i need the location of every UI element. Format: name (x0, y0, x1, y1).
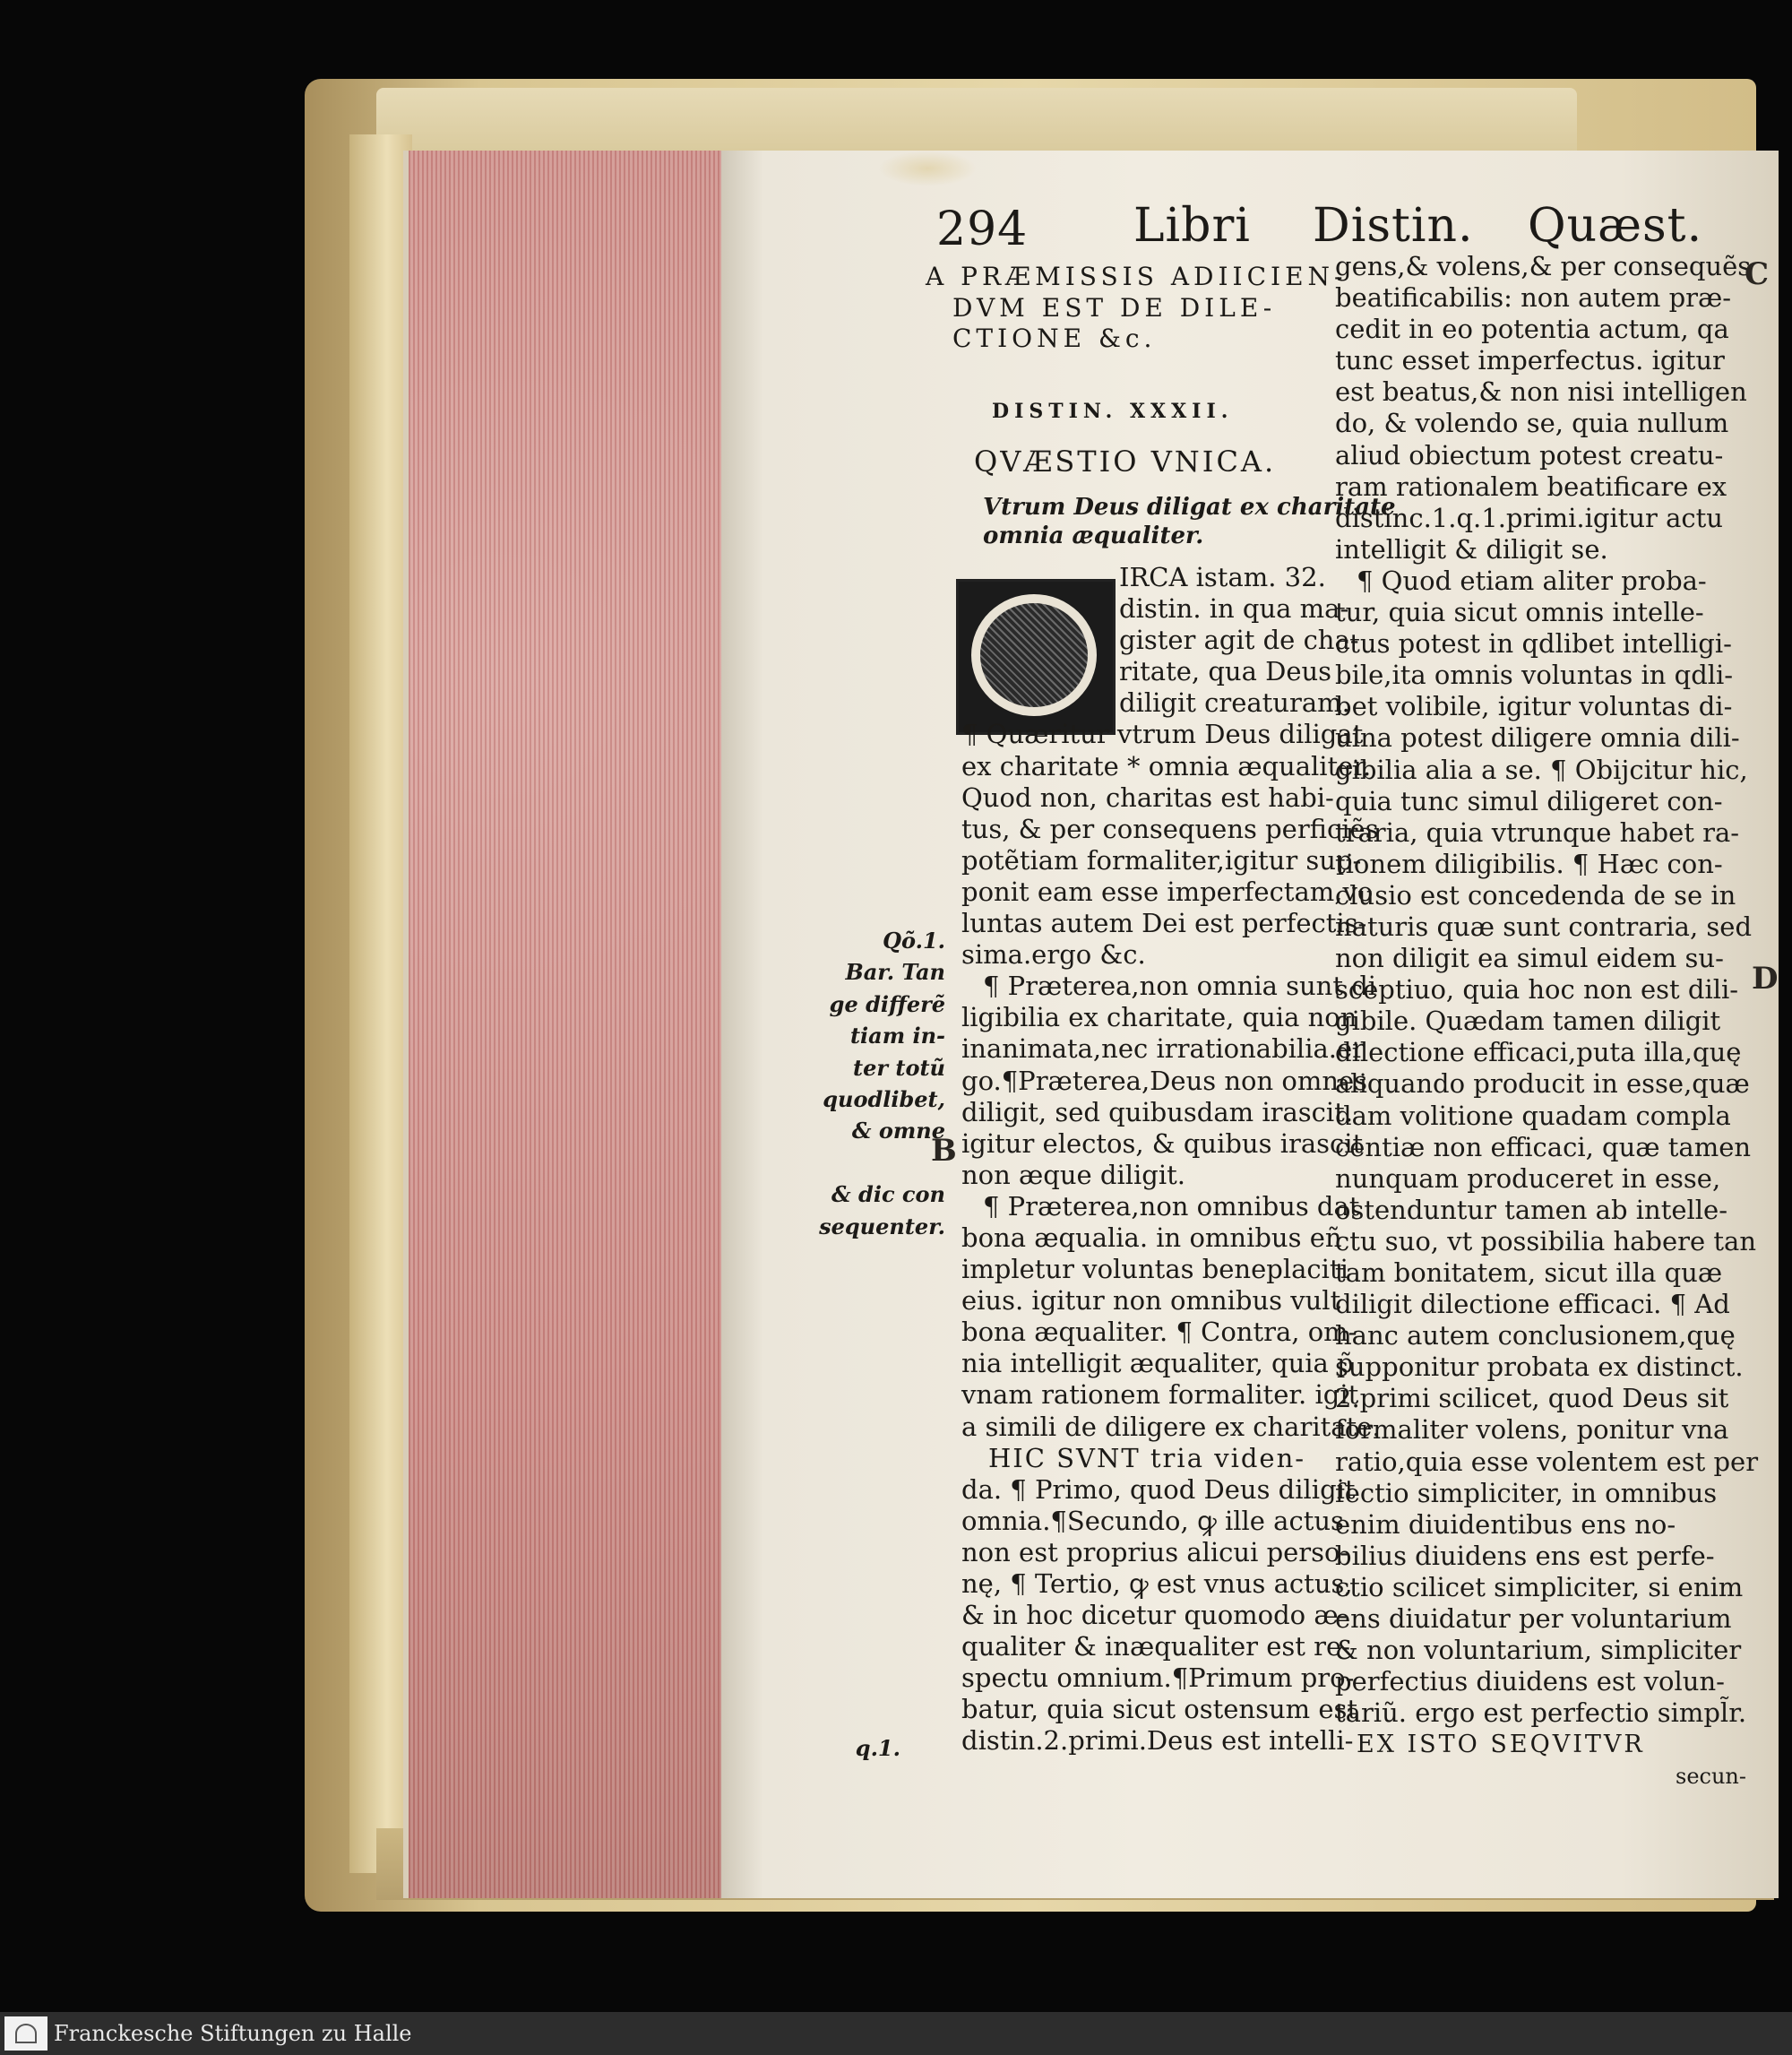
text-line: gister agit de cha- (1119, 625, 1359, 656)
margin-note: Bar. Tan (845, 959, 945, 986)
text-line: ¶ Quæritur vtrum Deus diligat (961, 719, 1364, 750)
section-heading (926, 262, 1348, 355)
running-head-mid: Distin. (1313, 199, 1474, 253)
margin-note-q1: q.1. (855, 1735, 900, 1761)
text-line: tus, & per consequens perficiẽs (961, 813, 1379, 844)
text-line: perfectius diuidens est volun- (1335, 1666, 1725, 1697)
text-line: vnam rationem formaliter. igit (961, 1379, 1359, 1411)
margin-note: ge differẽ (829, 990, 945, 1017)
margin-note: ter totũ (853, 1054, 945, 1081)
text-line: luntas autem Dei est perfectis- (961, 908, 1367, 939)
running-head-right: Quæst. (1528, 199, 1703, 253)
text-line: ctus potest in qdlibet intelligi- (1335, 628, 1732, 660)
margin-letter-c: C (1745, 256, 1770, 292)
text-line: tionem diligibilis. ¶ Hæc con- (1335, 848, 1723, 879)
text-line: da. ¶ Primo, quod Deus diligit (961, 1473, 1356, 1505)
question-line: omnia æqualiter. (983, 522, 1204, 549)
text-line: ostenduntur tamen ab intelle- (1335, 1194, 1728, 1225)
text-line: uina potest diligere omnia dili- (1335, 722, 1740, 754)
text-line: sima.ergo &c. (961, 939, 1146, 971)
text-line: clusio est concedenda de se in (1335, 879, 1736, 911)
text-line: batur, quia sicut ostensum est (961, 1694, 1358, 1725)
text-line: ctio scilicet simpliciter, si enim (1335, 1571, 1744, 1602)
text-line: non diligit ea simul eidem su- (1335, 943, 1724, 974)
text-line: bilius diuidens ens est perfe- (1335, 1540, 1715, 1571)
text-line: supponitur probata ex distinct. (1335, 1351, 1744, 1383)
margin-notes (739, 925, 945, 1242)
text-line: bile,ita omnis voluntas in qdli- (1335, 660, 1734, 691)
footer-bar (0, 2012, 1792, 2055)
text-line: omnia.¶Secundo, ꝙ ille actus (961, 1505, 1344, 1536)
text-line: & non voluntarium, simpliciter (1335, 1635, 1742, 1666)
text-line: aliquando producit in esse,quæ (1335, 1068, 1750, 1100)
text-line: tur, quia sicut omnis intelle- (1335, 597, 1704, 628)
text-line: aliud obiectum potest creatu- (1335, 439, 1724, 471)
text-line: potẽtiam formaliter,igitur sup- (961, 844, 1362, 876)
text-line: 2.primi scilicet, quod Deus sit (1335, 1383, 1729, 1414)
question-text (983, 493, 1396, 550)
text-line: non æque diligit. (961, 1159, 1186, 1190)
institution-name: Franckesche Stiftungen zu Halle (54, 2021, 412, 2046)
text-line: a simili de diligere ex charitate. (961, 1411, 1381, 1442)
page-number: 294 (936, 203, 1029, 256)
margin-note: sequenter. (819, 1213, 945, 1239)
text-line: Quod non, charitas est habi- (961, 781, 1334, 813)
text-line: fectio simpliciter, in omnibus (1335, 1477, 1718, 1508)
text-line: eius. igitur non omnibus vult (961, 1285, 1341, 1317)
text-line: formaliter volens, ponitur vna (1335, 1414, 1729, 1446)
margin-note: & omne (851, 1118, 945, 1144)
text-line: nę, ¶ Tertio, ꝙ est vnus actus, (961, 1568, 1353, 1599)
text-line: gibile. Quædam tamen diligit (1335, 1006, 1721, 1037)
margin-letter-b: B (931, 1133, 957, 1169)
text-line: cedit in eo potentia actum, qa (1335, 314, 1729, 345)
text-line: gibilia alia a se. ¶ Obijcitur hic, (1335, 754, 1748, 785)
text-line: ¶ Præterea,non omnibus dat (983, 1190, 1360, 1222)
text-line: IRCA istam. 32. (1119, 562, 1326, 592)
text-line: ex charitate * omnia æqualiter. (961, 750, 1372, 781)
text-line: enim diuidentibus ens no- (1335, 1508, 1676, 1540)
text-line: ¶ Quod etiam aliter proba- (1357, 565, 1707, 596)
text-line: nia intelligit æqualiter, quia p̃ (961, 1348, 1354, 1379)
institution-logo-icon (4, 2016, 47, 2051)
running-head-left: Libri (1133, 199, 1251, 253)
text-line: dilectione efficaci,puta illa,quę (1335, 1037, 1742, 1068)
text-line: gens,& volens,& per consequẽs (1335, 251, 1752, 281)
text-line: intelligit & diligit se. (1335, 533, 1608, 565)
text-line: hanc autem conclusionem,quę (1335, 1320, 1736, 1351)
text-line: non est proprius alicui perso- (961, 1536, 1349, 1567)
text-line: est beatus,& non nisi intelligen (1335, 376, 1747, 408)
text-line: ratio,quia esse volentem est per (1335, 1446, 1759, 1477)
text-line: bona æqualiter. ¶ Contra, om- (961, 1317, 1357, 1348)
text-line: igitur electos, & quibus irascit (961, 1127, 1364, 1159)
text-line: tam bonitatem, sicut illa quæ (1335, 1257, 1723, 1288)
margin-note: quodlibet, (823, 1086, 945, 1113)
text-line: HIC SVNT tria viden- (988, 1442, 1306, 1473)
margin-note-spacer (739, 1147, 945, 1179)
text-line: tunc esset imperfectus. igitur (1335, 345, 1725, 376)
heading-line: CTIONE &c. (952, 324, 1157, 354)
margin-note: Qõ.1. (883, 928, 945, 954)
page-stain (878, 151, 977, 186)
text-line: EX ISTO SEQVITVR (1357, 1731, 1645, 1759)
text-line: beatificabilis: non autem præ- (1335, 282, 1732, 314)
text-line: bet volibile, igitur voluntas di- (1335, 691, 1733, 722)
question-title: QVÆSTIO VNICA. (974, 445, 1277, 479)
text-line: go.¶Præterea,Deus non omnes (961, 1065, 1368, 1096)
text-line: impletur voluntas beneplaciti (961, 1254, 1348, 1285)
text-line: distin. in qua ma- (1119, 593, 1349, 625)
text-line: ritate, qua Deus (1119, 656, 1332, 687)
text-line: diligit, sed quibusdam irascit. (961, 1096, 1354, 1127)
right-text-column (1335, 251, 1765, 1792)
text-line: naturis quæ sunt contraria, sed (1335, 911, 1753, 942)
sprinkled-fore-edge (403, 151, 735, 1898)
text-line: bona æqualia. in omnibus eñ (961, 1222, 1342, 1253)
text-line: ponit eam esse imperfectam,vo (961, 876, 1374, 907)
text-line: ligibilia ex charitate, quia non (961, 1002, 1357, 1033)
text-line: & in hoc dicetur quomodo æ- (961, 1600, 1348, 1631)
text-line: qualiter & inæqualiter est re- (961, 1631, 1350, 1662)
question-line: Vtrum Deus diligat ex charitate (983, 494, 1396, 521)
text-line: ¶ Præterea,non omnia sunt di (983, 971, 1377, 1002)
text-line: tariũ. ergo est perfectio simpl̃r. (1335, 1697, 1747, 1729)
left-text-column (961, 562, 1381, 1757)
text-line: ctu suo, vt possibilia habere tan (1335, 1225, 1757, 1256)
text-line: dam volitione quadam compla (1335, 1100, 1731, 1131)
text-line: diligit creaturam. (1119, 687, 1350, 719)
text-line: diligit dilectione efficaci. ¶ Ad (1335, 1289, 1730, 1320)
text-line: do, & volendo se, quia nullum (1335, 408, 1729, 439)
text-line: ens diuidatur per voluntarium (1335, 1603, 1732, 1635)
text-line: ram rationalem beatificare ex (1335, 471, 1727, 502)
text-line: traria, quia vtrunque habet ra- (1335, 816, 1740, 848)
text-line: distin.2.primi.Deus est intelli- (961, 1725, 1354, 1757)
text-line: spectu omnium.¶Primum pro- (961, 1662, 1355, 1694)
margin-note: & dic con (831, 1181, 945, 1208)
text-line: distinc.1.q.1.primi.igitur actu (1335, 502, 1723, 533)
margin-letter-d: D (1752, 961, 1779, 997)
catchword: secun- (1676, 1763, 1746, 1789)
heading-line: A PRÆMISSIS ADIICIEN- (926, 262, 1348, 291)
book-page (721, 151, 1779, 1898)
distinction-label: DISTIN. XXXII. (992, 400, 1234, 423)
text-line: quia tunc simul diligeret con- (1335, 785, 1723, 816)
heading-line: DVM EST DE DILE- (952, 292, 1277, 323)
text-line: sceptiuo, quia hoc non est dili- (1335, 974, 1739, 1006)
margin-note: tiam in- (849, 1023, 945, 1049)
text-line: nunquam produceret in esse, (1335, 1162, 1721, 1194)
text-line: centiæ non efficaci, quæ tamen (1335, 1131, 1752, 1162)
text-line: inanimata,nec irrationabilia.er (961, 1033, 1366, 1065)
